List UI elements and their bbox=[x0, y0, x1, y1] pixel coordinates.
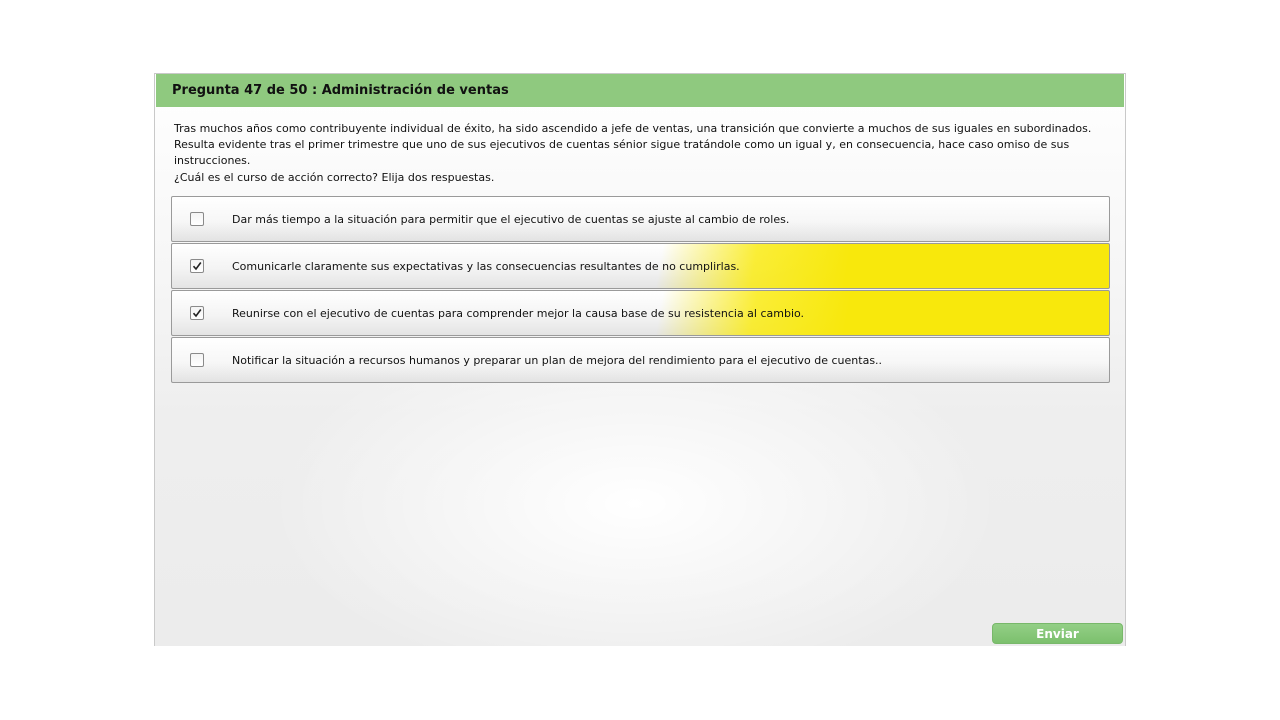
check-mark-icon bbox=[192, 261, 202, 271]
quiz-window bbox=[154, 73, 1126, 646]
answer-label: Notificar la situación a recursos humanos y preparar un plan de mejora del rendimiento para el ejecutivo de cuentas.. bbox=[232, 353, 883, 367]
header-bar bbox=[156, 74, 1124, 107]
answer-checkbox[interactable] bbox=[190, 212, 204, 226]
check-mark-icon bbox=[192, 308, 202, 318]
question-title: Pregunta 47 de 50 : Administración de ventas bbox=[172, 83, 509, 98]
answer-option-1[interactable] bbox=[171, 196, 1110, 242]
answer-option-4[interactable] bbox=[171, 337, 1110, 383]
answer-label: Dar más tiempo a la situación para permitir que el ejecutivo de cuentas se ajuste al cambio de roles. bbox=[232, 212, 790, 226]
answer-checkbox[interactable] bbox=[190, 306, 204, 320]
instruction-text: ¿Cuál es el curso de acción correcto? Elija dos respuestas. bbox=[174, 171, 495, 184]
submit-button[interactable]: Enviar bbox=[992, 623, 1123, 644]
answer-label: Comunicarle claramente sus expectativas y las consecuencias resultantes de no cumplirlas. bbox=[232, 259, 740, 273]
question-text: Tras muchos años como contribuyente individual de éxito, ha sido ascendido a jefe de ventas, una transición que convierte a muchos de sus iguales en subordinados. Resulta evidente tras el primer trimestre que uno de sus ejecutivos de cuentas sénior sigue tratándole como un igual y, en consecuencia, hace caso omiso de sus instrucciones. bbox=[174, 122, 1092, 167]
answer-option-2[interactable] bbox=[171, 243, 1110, 289]
answer-option-3[interactable] bbox=[171, 290, 1110, 336]
answer-label: Reunirse con el ejecutivo de cuentas para comprender mejor la causa base de su resistencia al cambio. bbox=[232, 306, 805, 320]
answer-checkbox[interactable] bbox=[190, 259, 204, 273]
answer-checkbox[interactable] bbox=[190, 353, 204, 367]
answer-options bbox=[171, 196, 1110, 384]
